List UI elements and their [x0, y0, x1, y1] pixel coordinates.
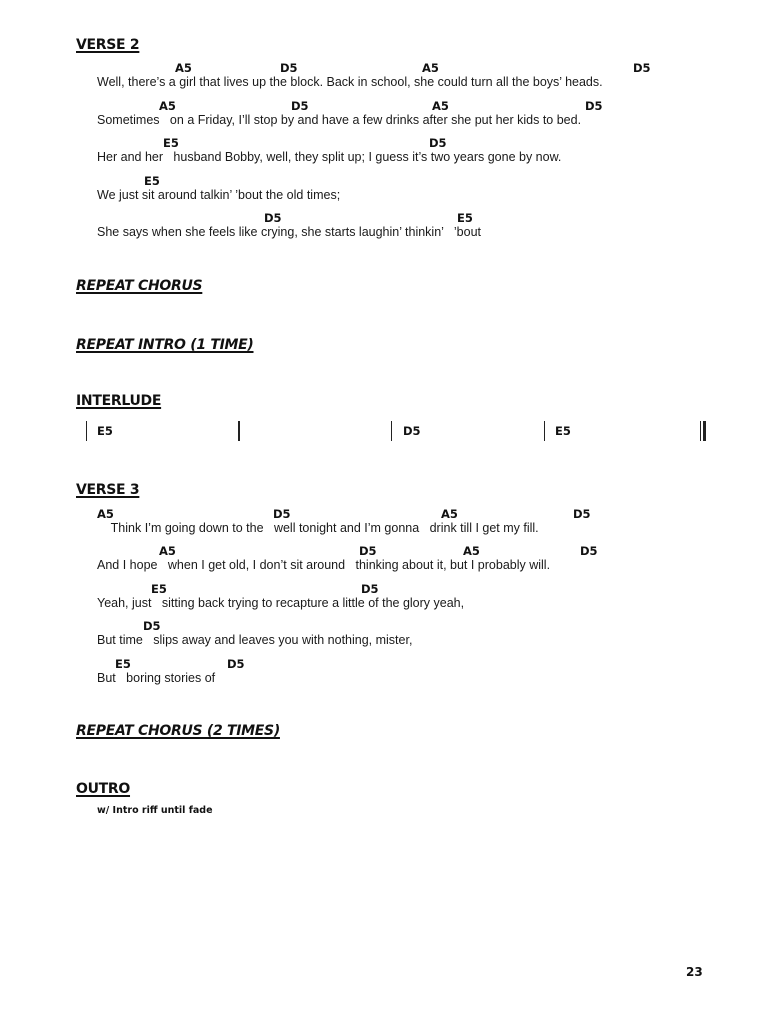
lyric-line [0, 61, 768, 91]
chord-label: A5 [159, 99, 176, 113]
chord-label: D5 [280, 61, 298, 75]
chord-label: E5 [144, 174, 160, 188]
lyric-line [0, 136, 768, 166]
lyric-text: But boring stories of [97, 671, 216, 685]
section-heading-verse-3: VERSE 3 [76, 482, 140, 498]
lyric-line [0, 211, 768, 241]
lyric-text: Yeah, just sitting back trying to recapture a little of the glory yeah, [97, 596, 465, 610]
chord-label: A5 [441, 507, 458, 521]
chord-label: D5 [573, 507, 591, 521]
chord-label: E5 [555, 424, 571, 438]
chord-label: D5 [359, 544, 377, 558]
lyric-line [0, 619, 768, 649]
lyric-text: Her and her husband Bobby, well, they split up; I guess it’s two years gone by now. [97, 150, 562, 164]
lyric-line [0, 174, 768, 204]
lyric-text: She says when she feels like crying, she starts laughin’ thinkin’ ’bout [97, 225, 481, 239]
lyric-line [0, 99, 768, 129]
chord-label: D5 [580, 544, 598, 558]
chord-label: E5 [97, 424, 113, 438]
chord-label: D5 [291, 99, 309, 113]
chord-label: E5 [115, 657, 131, 671]
barline [238, 421, 240, 441]
chord-label: E5 [457, 211, 473, 225]
final-barline [700, 421, 701, 441]
chord-label: A5 [159, 544, 176, 558]
chord-label: D5 [429, 136, 447, 150]
section-heading-repeat-chorus-2: REPEAT CHORUS (2 TIMES) [76, 723, 280, 739]
chord-label: A5 [97, 507, 114, 521]
barline [391, 421, 392, 441]
lyric-line [0, 544, 768, 574]
final-barline-thick [703, 421, 706, 441]
section-heading-verse-2: VERSE 2 [76, 37, 140, 53]
chord-label: A5 [422, 61, 439, 75]
lyric-line [0, 657, 768, 687]
chord-label: D5 [633, 61, 651, 75]
lyric-text: We just sit around talkin’ ’bout the old times; [97, 188, 341, 202]
barline [544, 421, 545, 441]
performance-note: w/ Intro riff until fade [97, 805, 213, 816]
chord-label: E5 [163, 136, 179, 150]
page-number: 23 [686, 965, 703, 979]
lyric-line [0, 582, 768, 612]
chord-label: D5 [361, 582, 379, 596]
section-heading-repeat-chorus: REPEAT CHORUS [76, 278, 203, 294]
chord-label: D5 [403, 424, 421, 438]
chord-label: D5 [227, 657, 245, 671]
barline [86, 421, 87, 441]
section-heading-interlude: INTERLUDE [76, 393, 162, 409]
chord-label: A5 [175, 61, 192, 75]
lyric-text: But time slips away and leaves you with nothing, mister, [97, 633, 413, 647]
lyric-text: And I hope when I get old, I don’t sit around thinking about it, but I probably will. [97, 558, 551, 572]
chord-label: A5 [463, 544, 480, 558]
lyric-line [0, 507, 768, 537]
chord-label: D5 [273, 507, 291, 521]
chord-label: D5 [143, 619, 161, 633]
section-heading-outro: OUTRO [76, 781, 131, 797]
lyric-text: Think I’m going down to the well tonight and I’m gonna drink till I get my fill. [97, 521, 539, 535]
chord-label: D5 [585, 99, 603, 113]
chord-label: E5 [151, 582, 167, 596]
chord-label: D5 [264, 211, 282, 225]
section-heading-repeat-intro: REPEAT INTRO (1 TIME) [76, 337, 254, 353]
chord-label: A5 [432, 99, 449, 113]
lyric-text: Well, there’s a girl that lives up the block. Back in school, she could turn all the boys’ heads. [97, 75, 603, 89]
lyric-text: Sometimes on a Friday, I’ll stop by and have a few drinks after she put her kids to bed. [97, 113, 582, 127]
